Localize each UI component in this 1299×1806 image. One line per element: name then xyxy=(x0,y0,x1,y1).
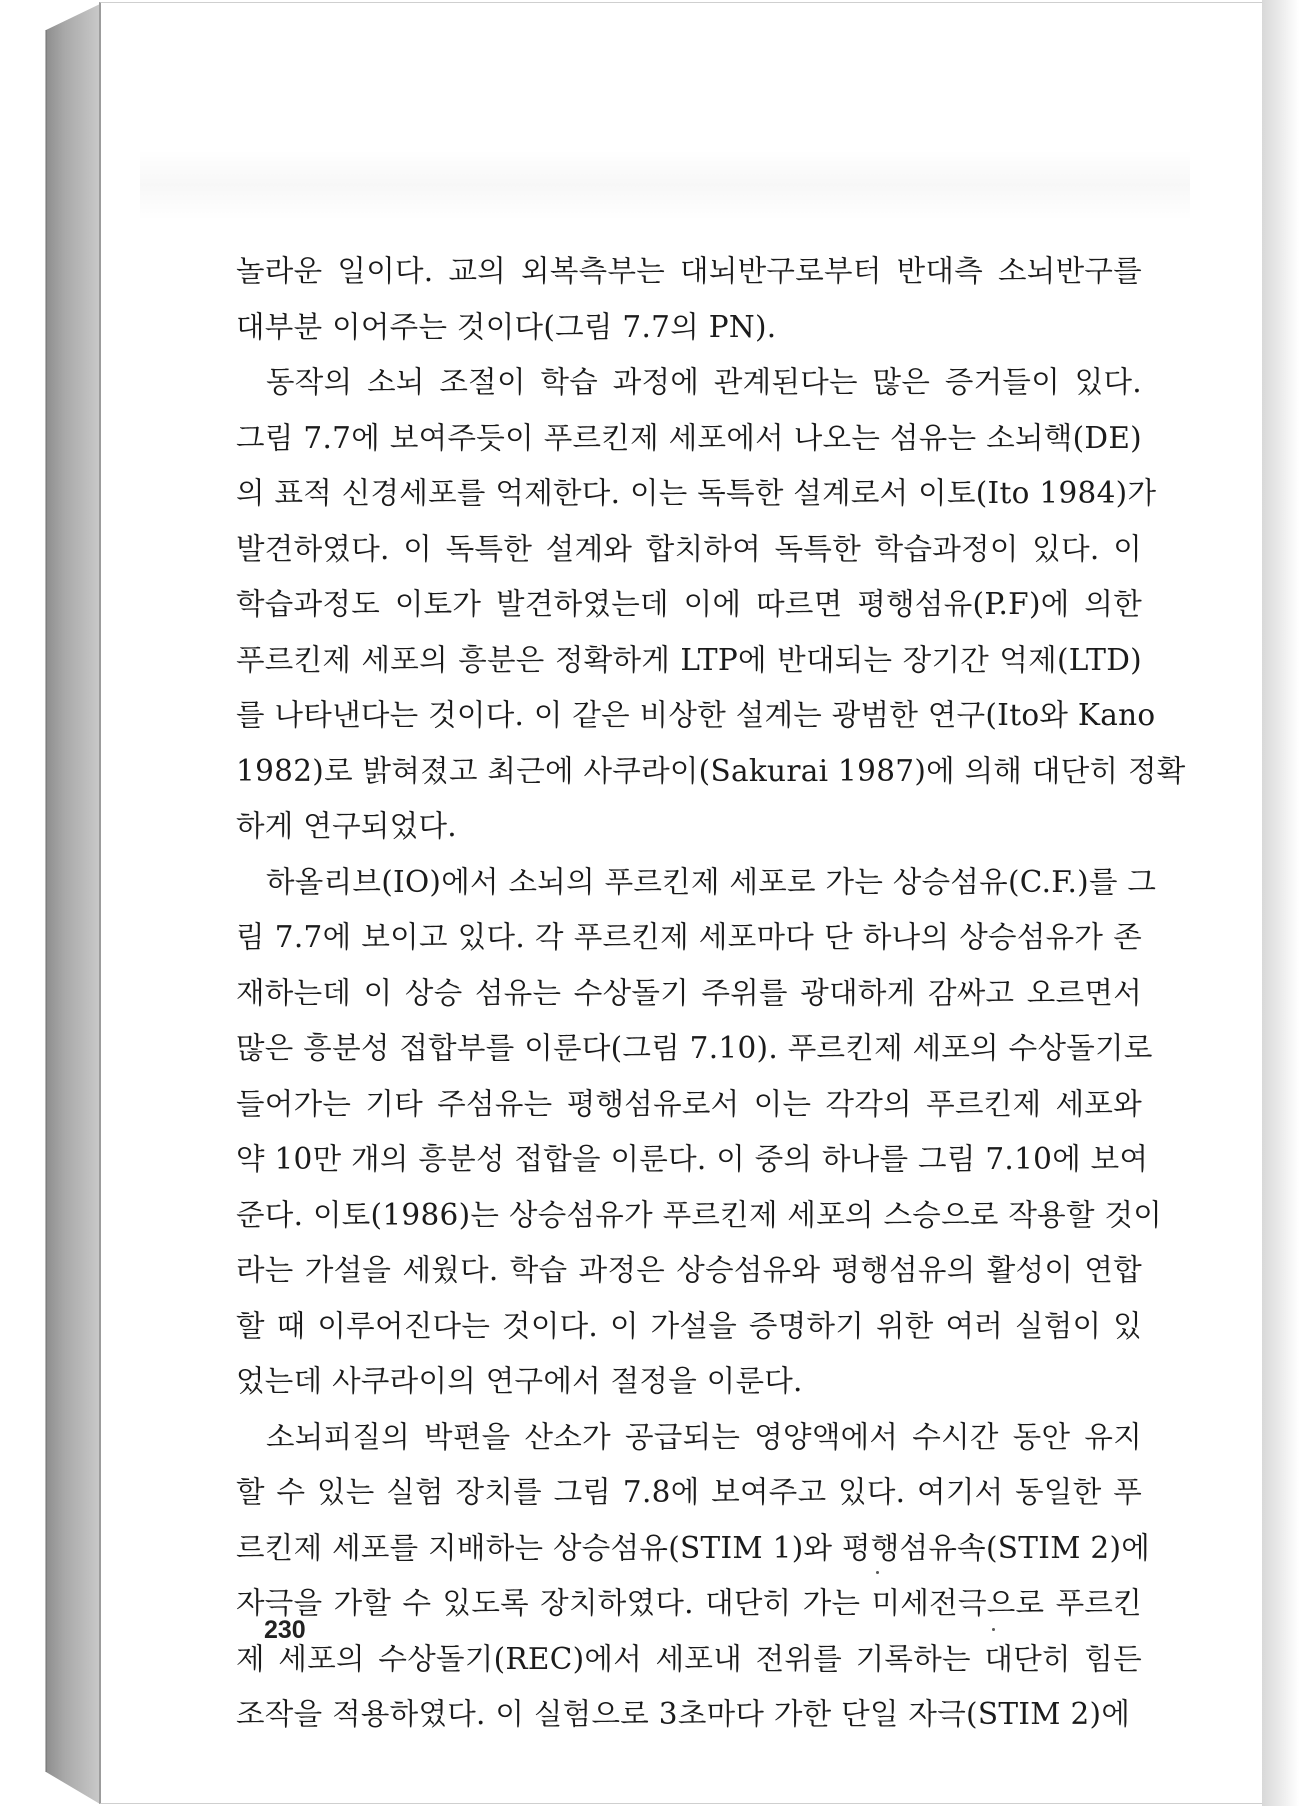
text-line: 소뇌피질의 박편을 산소가 공급되는 영양액에서 수시간 동안 유지 xyxy=(266,1419,1142,1454)
text-line: 놀라운 일이다. 교의 외복측부는 대뇌반구로부터 반대측 소뇌반구를 xyxy=(236,254,1142,288)
scan-speck xyxy=(876,1571,879,1574)
text-line: 약 10만 개의 흥분성 접합을 이룬다. 이 중의 하나를 그림 7.10에 보여 xyxy=(236,1142,1149,1176)
text-line: 발견하였다. 이 독특한 설계와 합치하여 독특한 학습과정이 있다. 이 xyxy=(236,531,1142,566)
text-line: 대부분 이어주는 것이다(그림 7.7의 PN). xyxy=(236,309,777,344)
text-line: 자극을 가할 수 있도록 장치하였다. 대단히 가는 미세전극으로 푸르킨 xyxy=(236,1586,1142,1620)
text-line: 를 나타낸다는 것이다. 이 같은 비상한 설계는 광범한 연구(Ito와 Kano xyxy=(236,698,1156,732)
text-line: 라는 가설을 세웠다. 학습 과정은 상승섬유와 평행섬유의 활성이 연합 xyxy=(236,1253,1142,1287)
scan-shading xyxy=(140,150,1190,220)
text-line: 할 수 있는 실험 장치를 그림 7.8에 보여주고 있다. 여기서 동일한 푸 xyxy=(236,1475,1142,1509)
text-line: 그림 7.7에 보여주듯이 푸르킨제 세포에서 나오는 섬유는 소뇌핵(DE) xyxy=(236,420,1142,455)
text-line: 르킨제 세포를 지배하는 상승섬유(STIM 1)와 평행섬유속(STIM 2)에 xyxy=(236,1530,1151,1565)
text-line: 하올리브(IO)에서 소뇌의 푸르킨제 세포로 가는 상승섬유(C.F.)를 그 xyxy=(266,864,1157,899)
text-line: 들어가는 기타 주섬유는 평행섬유로서 이는 각각의 푸르킨제 세포와 xyxy=(236,1086,1142,1121)
text-line: 푸르킨제 세포의 흥분은 정확하게 LTP에 반대되는 장기간 억제(LTD) xyxy=(236,642,1142,677)
text-line: 었는데 사쿠라이의 연구에서 절정을 이룬다. xyxy=(236,1364,803,1398)
paragraph xyxy=(236,244,1142,355)
paragraph xyxy=(236,855,1163,1410)
text-line: 학습과정도 이토가 발견하였는데 이에 따르면 평행섬유(P.F)에 의한 xyxy=(236,587,1142,621)
text-line: 할 때 이루어진다는 것이다. 이 가설을 증명하기 위한 여러 실험이 있 xyxy=(236,1308,1142,1343)
text-line: 동작의 소뇌 조절이 학습 과정에 관계된다는 많은 증거들이 있다. xyxy=(266,365,1142,399)
text-line: 하게 연구되었다. xyxy=(236,809,457,843)
page-edge-shadow xyxy=(1262,0,1299,1806)
paragraph xyxy=(236,1410,1151,1743)
book-spine-edge xyxy=(0,0,100,1806)
scan-speck xyxy=(992,1628,995,1631)
text-line: 의 표적 신경세포를 억제한다. 이는 독특한 설계로서 이토(Ito 1984)가 xyxy=(236,476,1157,510)
text-line: 재하는데 이 상승 섬유는 수상돌기 주위를 광대하게 감싸고 오르면서 xyxy=(236,975,1142,1010)
text-line: 많은 흥분성 접합부를 이룬다(그림 7.10). 푸르킨제 세포의 수상돌기로 xyxy=(236,1031,1153,1065)
text-line: 준다. 이토(1986)는 상승섬유가 푸르킨제 세포의 스승으로 작용할 것이 xyxy=(236,1197,1163,1232)
body-text xyxy=(236,244,1186,1743)
text-line: 림 7.7에 보이고 있다. 각 푸르킨제 세포마다 단 하나의 상승섬유가 존 xyxy=(236,920,1142,954)
paragraph xyxy=(236,355,1186,855)
text-line: 제 세포의 수상돌기(REC)에서 세포내 전위를 기록하는 대단히 힘든 xyxy=(236,1641,1142,1676)
text-line: 조작을 적용하였다. 이 실험으로 3초마다 가한 단일 자극(STIM 2)에 xyxy=(236,1697,1131,1731)
text-line: 1982)로 밝혀졌고 최근에 사쿠라이(Sakurai 1987)에 의해 대단히 정확 xyxy=(236,753,1186,788)
page-number: 230 xyxy=(264,1616,306,1644)
